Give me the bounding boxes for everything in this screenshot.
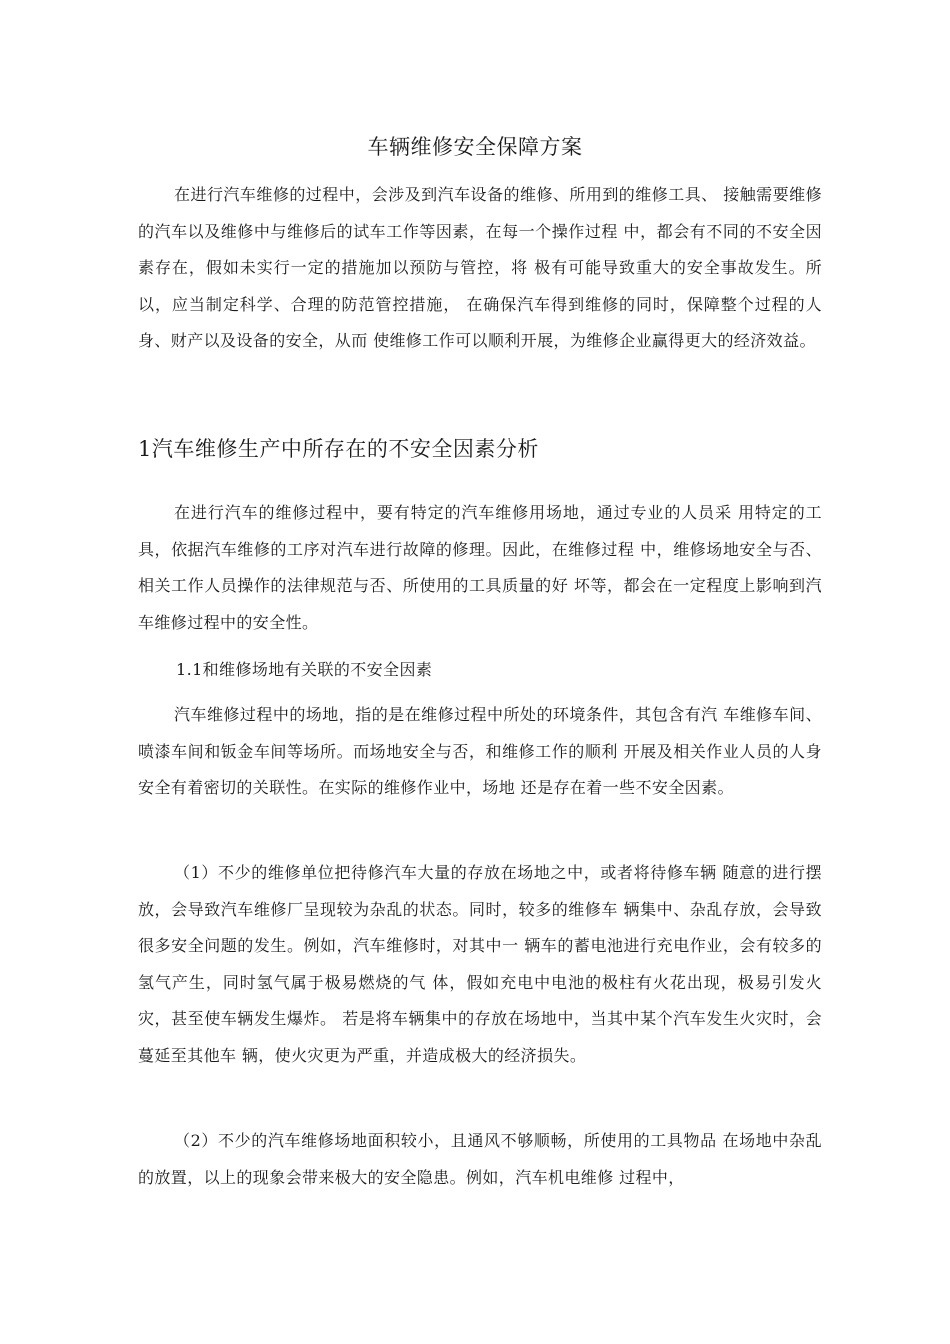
subsection-1-1-paragraph: 汽车维修过程中的场地，指的是在维修过程中所处的环境条件，其包含有汽 车维修车间、喷漆车间和钣金车间等场所。而场地安全与否，和维修工作的顺利 开展及相关作业人员的人身安全有着密切的关联性。在实际的维修作业中，场地 还是存在着一些不安全因素。 xyxy=(138,705,822,797)
document-title: 车辆维修安全保障方案 xyxy=(367,135,583,159)
list-item-2: （2）不少的汽车维修场地面积较小，且通风不够顺畅，所使用的工具物品 在场地中杂乱的放置，以上的现象会带来极大的安全隐患。例如，汽车机电维修 过程中， xyxy=(138,1131,822,1187)
subsection-1-1-heading: 1.1和维修场地有关联的不安全因素 xyxy=(176,660,433,679)
list-item-1: （1）不少的维修单位把待修汽车大量的存放在场地之中，或者将待修车辆 随意的进行摆放，会导致汽车维修厂呈现较为杂乱的状态。同时，较多的维修车 辆集中、杂乱存放，会导致很多安全问题的发生。例如，汽车维修时，对其中一 辆车的蓄电池进行充电作业，会有较多的氢气产生，同时氢气属于极易燃烧的气 体，假如充电中电池的极柱有火花出现，极易引发火灾，甚至使车辆发生爆炸。 若是将车辆集中的存放在场地中，当其中某个汽车发生火灾时，会蔓延至其他车 辆，使火灾更为严重，并造成极大的经济损失。 xyxy=(138,863,822,1065)
section-1-heading: 1汽车维修生产中所存在的不安全因素分析 xyxy=(138,437,539,461)
section-1-paragraph: 在进行汽车的维修过程中，要有特定的汽车维修用场地，通过专业的人员采 用特定的工具，依据汽车维修的工序对汽车进行故障的修理。因此，在维修过程 中，维修场地安全与否、相关工作人员操作的法律规范与否、所使用的工具质量的好 坏等，都会在一定程度上影响到汽车维修过程中的安全性。 xyxy=(138,503,822,632)
intro-paragraph: 在进行汽车维修的过程中，会涉及到汽车设备的维修、所用到的维修工具、 接触需要维修的汽车以及维修中与维修后的试车工作等因素，在每一个操作过程 中，都会有不同的不安全因素存在，假如未实行一定的措施加以预防与管控，将 极有可能导致重大的安全事故发生。所以，应当制定科学、合理的防范管控措施， 在确保汽车得到维修的同时，保障整个过程的人身、财产以及设备的安全，从而 使维修工作可以顺利开展，为维修企业赢得更大的经济效益。 xyxy=(138,185,822,350)
